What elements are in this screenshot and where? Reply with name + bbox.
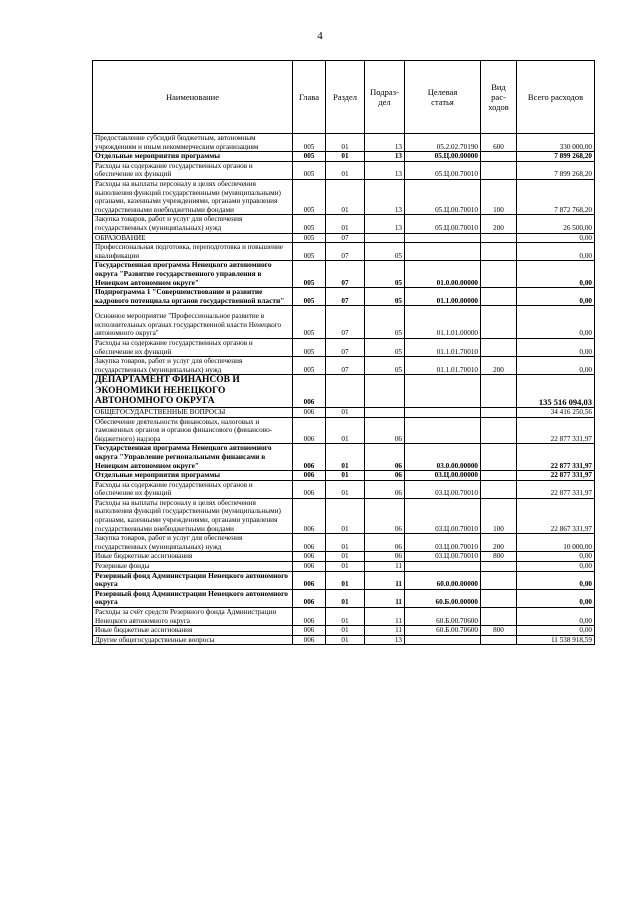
table-row: [93, 417, 595, 444]
cell-section: 07: [326, 261, 365, 288]
cell-kind: [481, 444, 517, 471]
cell-total: 0,00: [517, 589, 595, 607]
cell-subsection: 05: [365, 261, 405, 288]
cell-chapter: 006: [293, 480, 326, 498]
cell-section: 07: [326, 306, 365, 339]
cell-subsection: 13: [365, 215, 405, 233]
table-row: [93, 571, 595, 589]
cell-chapter: 005: [293, 288, 326, 306]
cell-subsection: 06: [365, 480, 405, 498]
cell-name: Расходы за счёт средств Резервного фонда Администрации Ненецкого автономного округа: [93, 608, 293, 626]
cell-target: 01.1.01.70010: [405, 357, 481, 375]
cell-total: 7 899 268,20: [517, 161, 595, 179]
cell-kind: [481, 243, 517, 261]
cell-kind: 200: [481, 534, 517, 552]
table-row: [93, 608, 595, 626]
cell-chapter: 005: [293, 339, 326, 357]
cell-chapter: 005: [293, 134, 326, 152]
cell-name: Отдельные мероприятия программы: [93, 152, 293, 162]
cell-subsection: 13: [365, 152, 405, 162]
cell-kind: [481, 261, 517, 288]
table-row: [93, 261, 595, 288]
cell-subsection: 05: [365, 243, 405, 261]
cell-target: 60.Б.00.70600: [405, 626, 481, 636]
cell-kind: [481, 306, 517, 339]
cell-name: Другие общегосударственные вопросы: [93, 635, 293, 645]
budget-table: [92, 60, 595, 645]
cell-target: [405, 417, 481, 444]
cell-subsection: 06: [365, 552, 405, 562]
cell-chapter: 006: [293, 626, 326, 636]
cell-section: [326, 375, 365, 408]
cell-section: 01: [326, 498, 365, 533]
cell-total: 26 500,00: [517, 215, 595, 233]
cell-kind: [481, 233, 517, 243]
cell-kind: 200: [481, 357, 517, 375]
cell-name: Иные бюджетные ассигнования: [93, 552, 293, 562]
cell-kind: [481, 589, 517, 607]
cell-section: 01: [326, 417, 365, 444]
cell-kind: [481, 571, 517, 589]
table-row: [93, 339, 595, 357]
cell-subsection: [365, 375, 405, 408]
table-row: [93, 306, 595, 339]
cell-total: 22 877 331,97: [517, 417, 595, 444]
table-row: [93, 243, 595, 261]
cell-subsection: 11: [365, 571, 405, 589]
cell-section: 01: [326, 589, 365, 607]
table-row: [93, 233, 595, 243]
cell-section: 01: [326, 480, 365, 498]
cell-section: 01: [326, 608, 365, 626]
table-row: [93, 562, 595, 572]
cell-name: ДЕПАРТАМЕНТ ФИНАНСОВ И ЭКОНОМИКИ НЕНЕЦКОГО АВТОНОМНОГО ОКРУГА: [93, 375, 293, 408]
cell-total: 11 538 918,59: [517, 635, 595, 645]
cell-chapter: 006: [293, 534, 326, 552]
cell-chapter: 006: [293, 635, 326, 645]
cell-section: 07: [326, 243, 365, 261]
cell-subsection: 13: [365, 134, 405, 152]
cell-total: 0,00: [517, 233, 595, 243]
cell-section: 07: [326, 288, 365, 306]
table-row: [93, 480, 595, 498]
cell-name: Расходы на выплаты персоналу в целях обеспечения выполнения функций государственными (муниципальными) органами, казенными учреждениями, органами управления государственными внебюджетными фондами: [93, 179, 293, 214]
cell-target: [405, 562, 481, 572]
cell-kind: 200: [481, 215, 517, 233]
cell-chapter: 006: [293, 552, 326, 562]
header-chapter: Глава: [293, 61, 326, 134]
header-name: Наименование: [93, 61, 293, 134]
cell-kind: [481, 288, 517, 306]
cell-total: 0,00: [517, 288, 595, 306]
cell-target: [405, 635, 481, 645]
table-row: [93, 626, 595, 636]
table-row: [93, 534, 595, 552]
cell-section: 07: [326, 339, 365, 357]
cell-subsection: 11: [365, 589, 405, 607]
cell-chapter: 005: [293, 306, 326, 339]
cell-chapter: 006: [293, 589, 326, 607]
cell-total: 22 867 331,97: [517, 498, 595, 533]
cell-chapter: 006: [293, 471, 326, 481]
page-number: 4: [317, 30, 323, 42]
cell-chapter: 006: [293, 608, 326, 626]
cell-name: Закупка товаров, работ и услуг для обеспечения государственных (муниципальных) нужд: [93, 534, 293, 552]
cell-section: 07: [326, 233, 365, 243]
cell-chapter: 006: [293, 498, 326, 533]
cell-total: 0,00: [517, 261, 595, 288]
cell-subsection: 11: [365, 626, 405, 636]
table-row: [93, 552, 595, 562]
cell-target: 03.Ц.00.00000: [405, 471, 481, 481]
cell-chapter: 005: [293, 215, 326, 233]
cell-subsection: 06: [365, 534, 405, 552]
cell-name: Обеспечение деятельности финансовых, налоговых и таможенных органов и органов финансового (финансово-бюджетного) надзора: [93, 417, 293, 444]
cell-chapter: 006: [293, 407, 326, 417]
table-body: [93, 134, 595, 645]
cell-subsection: 13: [365, 635, 405, 645]
cell-section: 01: [326, 134, 365, 152]
cell-target: 03.Ц.00.70010: [405, 552, 481, 562]
table-row: [93, 635, 595, 645]
cell-total: 0,00: [517, 552, 595, 562]
cell-chapter: 006: [293, 375, 326, 408]
cell-target: 03.Ц.00.70010: [405, 534, 481, 552]
cell-section: 01: [326, 552, 365, 562]
table-row: [93, 375, 595, 408]
cell-subsection: 11: [365, 562, 405, 572]
cell-section: 01: [326, 179, 365, 214]
cell-section: 01: [326, 562, 365, 572]
cell-name: Подпрограмма 1 "Совершенствование и развитие кадрового потенциала органов государственной власти": [93, 288, 293, 306]
cell-target: [405, 407, 481, 417]
cell-target: [405, 243, 481, 261]
cell-chapter: 006: [293, 571, 326, 589]
cell-subsection: 06: [365, 444, 405, 471]
cell-total: 0,00: [517, 306, 595, 339]
header-kind: Вид рас- ходов: [481, 61, 517, 134]
cell-total: 22 877 331,97: [517, 444, 595, 471]
cell-target: 01.1.01.70010: [405, 339, 481, 357]
cell-chapter: 006: [293, 417, 326, 444]
table-row: [93, 134, 595, 152]
table-row: [93, 179, 595, 214]
cell-total: 0,00: [517, 626, 595, 636]
cell-total: 10 000,00: [517, 534, 595, 552]
cell-chapter: 005: [293, 261, 326, 288]
cell-total: 22 877 331,97: [517, 471, 595, 481]
table-row: [93, 161, 595, 179]
cell-subsection: 05: [365, 339, 405, 357]
cell-section: 01: [326, 152, 365, 162]
cell-subsection: 13: [365, 179, 405, 214]
cell-section: 01: [326, 215, 365, 233]
cell-total: 0,00: [517, 608, 595, 626]
cell-target: 60.0.00.00000: [405, 571, 481, 589]
table-row: [93, 444, 595, 471]
cell-section: 01: [326, 626, 365, 636]
table-row: [93, 215, 595, 233]
cell-target: 60.Б.00.70600: [405, 608, 481, 626]
cell-name: Закупка товаров, работ и услуг для обеспечения государственных (муниципальных) нужд: [93, 357, 293, 375]
cell-kind: [481, 339, 517, 357]
cell-chapter: 006: [293, 562, 326, 572]
cell-subsection: 11: [365, 608, 405, 626]
cell-kind: [481, 375, 517, 408]
cell-kind: [481, 471, 517, 481]
cell-total: 0,00: [517, 243, 595, 261]
cell-name: Государственная программа Ненецкого автономного округа "Развитие государственного управления в Ненецком автономном округе": [93, 261, 293, 288]
cell-target: 01.0.00.00000: [405, 261, 481, 288]
cell-name: Основное мероприятие "Профессиональное развитие в исполнительных органах государственной власти Ненецкого автономного округа": [93, 306, 293, 339]
header-subsection: Подраз- дел: [365, 61, 405, 134]
cell-subsection: 06: [365, 471, 405, 481]
cell-total: 135 516 094,03: [517, 375, 595, 408]
cell-section: 01: [326, 444, 365, 471]
cell-section: 01: [326, 161, 365, 179]
table-row: [93, 152, 595, 162]
cell-target: 60.Б.00.00000: [405, 589, 481, 607]
cell-name: Резервный фонд Администрации Ненецкого автономного округа: [93, 589, 293, 607]
cell-kind: [481, 417, 517, 444]
cell-name: Предоставление субсидий бюджетным, автономным учреждениям и иным некоммерческим организациям: [93, 134, 293, 152]
cell-name: Расходы на содержание государственных органов и обеспечение их функций: [93, 161, 293, 179]
cell-section: 01: [326, 534, 365, 552]
cell-subsection: 06: [365, 417, 405, 444]
cell-target: 05.Ц.00.00000: [405, 152, 481, 162]
cell-name: Расходы на содержание государственных органов и обеспечение их функций: [93, 339, 293, 357]
cell-target: 01.1.01.00000: [405, 306, 481, 339]
cell-chapter: 005: [293, 179, 326, 214]
cell-kind: 100: [481, 498, 517, 533]
cell-total: 0,00: [517, 339, 595, 357]
cell-target: 05.Ц.00.70010: [405, 179, 481, 214]
table-row: [93, 471, 595, 481]
cell-kind: 100: [481, 179, 517, 214]
cell-subsection: 06: [365, 498, 405, 533]
cell-total: 7 872 768,20: [517, 179, 595, 214]
cell-name: Резервные фонды: [93, 562, 293, 572]
cell-name: Профессиональная подготовка, переподготовка и повышение квалификации: [93, 243, 293, 261]
cell-kind: 600: [481, 134, 517, 152]
cell-name: Закупка товаров, работ и услуг для обеспечения государственных (муниципальных) нужд: [93, 215, 293, 233]
cell-chapter: 005: [293, 243, 326, 261]
cell-chapter: 005: [293, 152, 326, 162]
cell-subsection: 13: [365, 161, 405, 179]
cell-kind: 800: [481, 552, 517, 562]
header-total: Всего расходов: [517, 61, 595, 134]
table-row: [93, 498, 595, 533]
cell-section: 01: [326, 407, 365, 417]
table-row: [93, 288, 595, 306]
cell-total: 7 899 268,20: [517, 152, 595, 162]
cell-name: Государственная программа Ненецкого автономного округа "Управление региональными финансами в Ненецком автономном округе": [93, 444, 293, 471]
cell-name: ОБЩЕГОСУДАРСТВЕННЫЕ ВОПРОСЫ: [93, 407, 293, 417]
cell-name: ОБРАЗОВАНИЕ: [93, 233, 293, 243]
cell-total: 330 000,00: [517, 134, 595, 152]
cell-section: 07: [326, 357, 365, 375]
cell-section: 01: [326, 571, 365, 589]
cell-target: 03.Ц.00.70010: [405, 498, 481, 533]
cell-kind: [481, 161, 517, 179]
cell-subsection: [365, 407, 405, 417]
cell-chapter: 005: [293, 357, 326, 375]
header-target: Целевая статья: [405, 61, 481, 134]
cell-name: Иные бюджетные ассигнования: [93, 626, 293, 636]
cell-name: Отдельные мероприятия программы: [93, 471, 293, 481]
cell-total: 0,00: [517, 562, 595, 572]
table-row: [93, 407, 595, 417]
cell-total: 22 877 331,97: [517, 480, 595, 498]
cell-kind: [481, 152, 517, 162]
cell-total: 0,00: [517, 357, 595, 375]
cell-kind: [481, 407, 517, 417]
cell-kind: 800: [481, 626, 517, 636]
cell-total: 34 416 250,56: [517, 407, 595, 417]
cell-target: [405, 375, 481, 408]
cell-target: 05.Ц.00.70010: [405, 215, 481, 233]
cell-chapter: 005: [293, 161, 326, 179]
cell-subsection: [365, 233, 405, 243]
cell-name: Расходы на выплаты персоналу в целях обеспечения выполнения функций государственными (муниципальными) органами, казенными учреждениями, органами управления государственными внебюджетными фондами: [93, 498, 293, 533]
cell-target: 01.1.00.00000: [405, 288, 481, 306]
header-row: [93, 61, 595, 134]
cell-section: 01: [326, 471, 365, 481]
cell-target: 05.2.02.70190: [405, 134, 481, 152]
cell-chapter: 005: [293, 233, 326, 243]
table-row: [93, 357, 595, 375]
cell-subsection: 05: [365, 288, 405, 306]
cell-kind: [481, 608, 517, 626]
cell-subsection: 05: [365, 357, 405, 375]
cell-target: 05.Ц.00.70010: [405, 161, 481, 179]
cell-kind: [481, 562, 517, 572]
cell-name: Резервный фонд Администрации Ненецкого автономного округа: [93, 571, 293, 589]
cell-target: [405, 233, 481, 243]
cell-name: Расходы на содержание государственных органов и обеспечение их функций: [93, 480, 293, 498]
cell-kind: [481, 635, 517, 645]
cell-chapter: 006: [293, 444, 326, 471]
header-section: Раздел: [326, 61, 365, 134]
table-row: [93, 589, 595, 607]
cell-target: 03.Ц.00.70010: [405, 480, 481, 498]
cell-subsection: 05: [365, 306, 405, 339]
cell-kind: [481, 480, 517, 498]
cell-total: 0,00: [517, 571, 595, 589]
cell-section: 01: [326, 635, 365, 645]
cell-target: 03.0.00.00000: [405, 444, 481, 471]
